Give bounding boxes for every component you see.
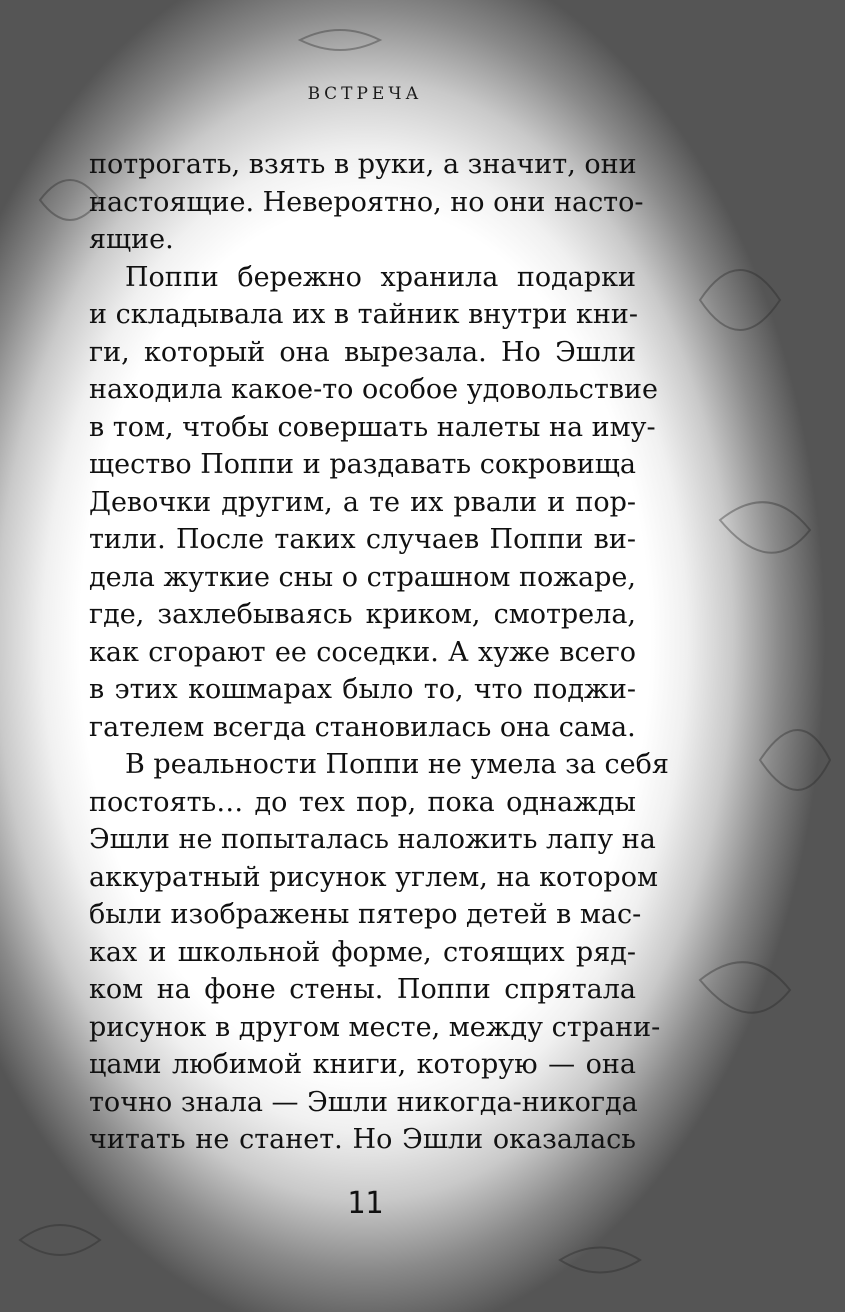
text-line: точно знала — Эшли никогда-никогда — [89, 1086, 638, 1118]
text-line: потрогать, взять в руки, а значит, они — [89, 149, 637, 180]
text-line: рисунок в другом месте, между страни- — [89, 1011, 661, 1043]
text-line: ком на фоне стены. Поппи спрятала — [89, 974, 636, 1005]
text-line: Эшли не попыталась наложить лапу на — [89, 824, 656, 855]
text-line: и складывала их в тайник внутри кни- — [89, 299, 639, 330]
text-line: Поппи бережно хранила подарки — [125, 261, 636, 293]
paragraph — [89, 259, 659, 747]
text-line: дела жуткие сны о страшном пожаре, — [89, 561, 636, 593]
text-line: читать не станет. Но Эшли оказалась — [89, 1124, 636, 1155]
text-line: где, захлебываясь криком, смотрела, — [89, 599, 636, 630]
text-line: находила какое-то особое удовольствие — [89, 374, 659, 405]
text-line: постоять… до тех пор, пока однажды — [89, 786, 636, 818]
text-line: в том, чтобы совершать налеты на иму- — [89, 411, 656, 443]
text-line: аккуратный рисунок углем, на котором — [89, 861, 658, 893]
paragraph — [89, 146, 644, 259]
text-line: Девочки другим, а те их рвали и пор- — [89, 486, 636, 518]
text-line: ги, который она вырезала. Но Эшли — [89, 336, 636, 368]
body-text — [89, 146, 669, 1159]
page-number: 11 — [346, 1186, 384, 1221]
text-line: как сгорают ее соседки. А хуже всего — [89, 636, 636, 668]
text-line: гателем всегда становилась она сама. — [89, 711, 636, 743]
text-line: ящие. — [89, 224, 174, 255]
text-line: настоящие. Невероятно, но они насто- — [89, 186, 644, 218]
text-line: ках и школьной форме, стоящих ряд- — [89, 936, 636, 968]
text-line: цами любимой книги, которую — она — [89, 1049, 636, 1080]
text-line: были изображены пятеро детей в мас- — [89, 899, 642, 930]
text-line: В реальности Поппи не умела за себя — [125, 749, 669, 780]
text-line: тили. После таких случаев Поппи ви- — [89, 524, 636, 555]
text-line: щество Поппи и раздавать сокровища — [89, 449, 636, 480]
running-header: ВСТРЕЧА — [307, 84, 423, 104]
paragraph — [89, 746, 669, 1159]
text-line: в этих кошмарах было то, что поджи- — [89, 674, 636, 705]
